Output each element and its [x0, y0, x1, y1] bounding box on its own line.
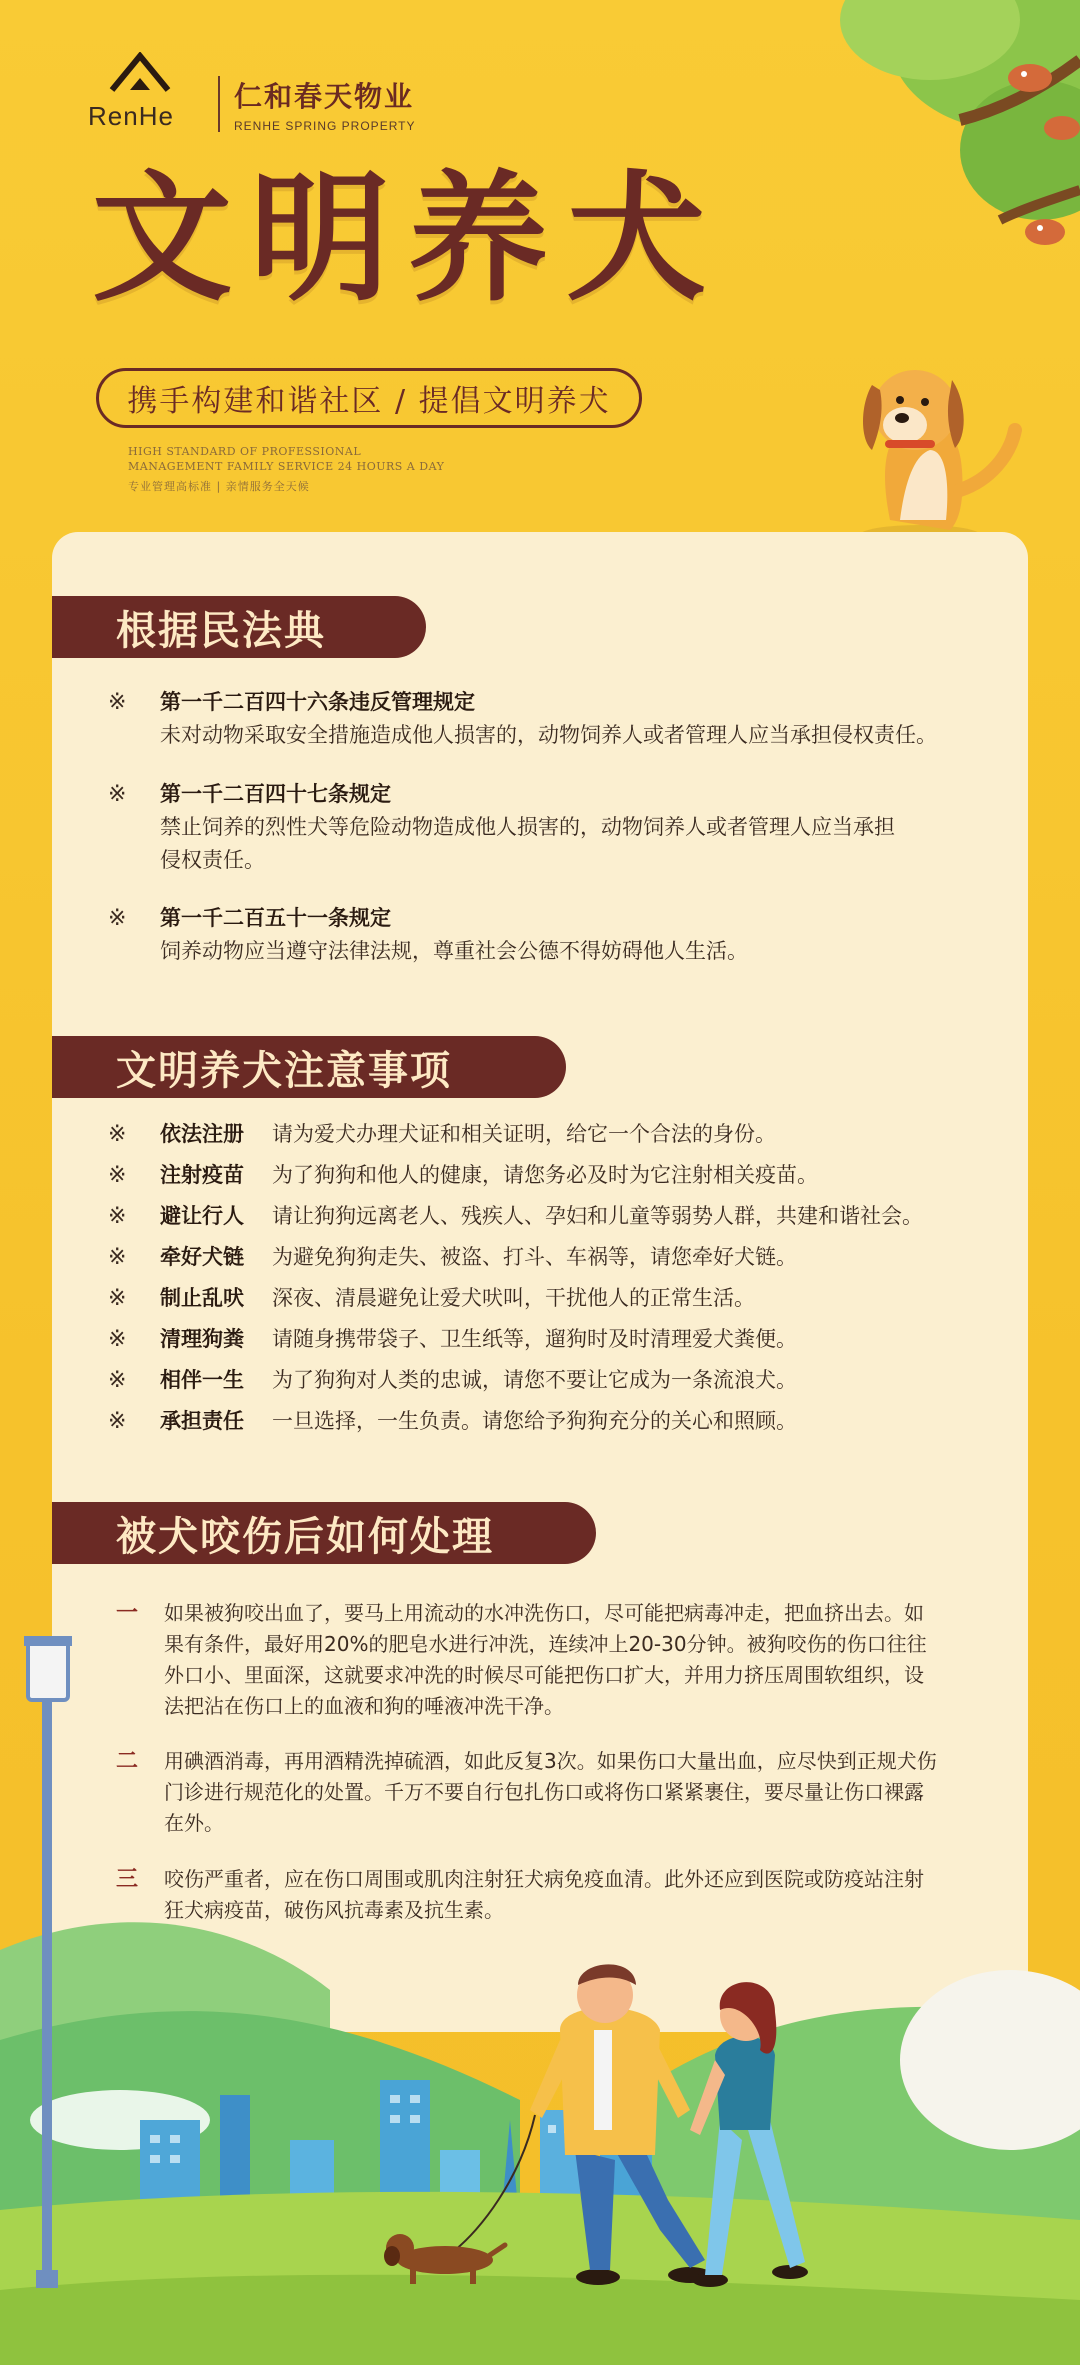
rule-row [108, 1118, 776, 1151]
rule-key: 依法注册 [160, 1122, 244, 1146]
treatment-step [116, 1598, 1024, 1722]
bullet-mark: ※ [108, 1245, 127, 1270]
step-text: 咬伤严重者，应在伤口周围或肌肉注射狂犬病免疫血清。此外还应到医院或防疫站注射 [164, 1867, 924, 1891]
rule-text: 请随身携带袋子、卫生纸等，遛狗时及时清理爱犬粪便。 [272, 1327, 797, 1351]
section-heading-dog-rules: 文明养犬注意事项 [52, 1036, 566, 1098]
bullet-mark: ※ [108, 1122, 127, 1147]
rule-row [108, 1159, 818, 1192]
rule-row [108, 1323, 797, 1356]
content-card [52, 532, 1028, 2032]
rule-text: 深夜、清晨避免让爱犬吠叫，干扰他人的正常生活。 [272, 1286, 755, 1310]
item-title: 第一千二百五十一条规定 [160, 906, 391, 930]
english-tagline-line-2: MANAGEMENT FAMILY SERVICE 24 HOURS A DAY [128, 460, 445, 473]
rule-text: 请为爱犬办理犬证和相关证明，给它一个合法的身份。 [272, 1122, 776, 1146]
rule-text: 为避免狗狗走失、被盗、打斗、车祸等，请您牵好犬链。 [272, 1245, 797, 1269]
item-title: 第一千二百四十六条违反管理规定 [160, 690, 475, 714]
rule-key: 相伴一生 [160, 1368, 244, 1392]
item-text: 饲养动物应当遵守法律法规，尊重社会公德不得妨碍他人生活。 [160, 939, 748, 963]
bullet-mark: ※ [108, 1327, 127, 1352]
bullet-mark: ※ [108, 782, 127, 807]
rule-row [108, 1282, 755, 1315]
item-text: 未对动物采取安全措施造成他人损害的，动物饲养人或者管理人应当承担侵权责任。 [160, 723, 937, 747]
bullet-mark: ※ [108, 1286, 127, 1311]
bullet-mark: ※ [108, 1204, 127, 1229]
slogan-pill: 携手构建和谐社区 / 提倡文明养犬 [96, 368, 642, 428]
rule-key: 避让行人 [160, 1204, 244, 1228]
treatment-step [116, 1864, 1024, 1926]
step-text: 法把沾在伤口上的血液和狗的唾液冲洗干净。 [164, 1694, 564, 1718]
bullet-mark: ※ [108, 906, 127, 931]
logo-mark [88, 52, 198, 132]
rule-text: 请让狗狗远离老人、残疾人、孕妇和儿童等弱势人群，共建和谐社会。 [272, 1204, 923, 1228]
list-item [108, 778, 1040, 877]
rule-row [108, 1364, 797, 1397]
item-text: 禁止饲养的烈性犬等危险动物造成他人损害的，动物饲养人或者管理人应当承担 [160, 815, 895, 839]
roof-icon [108, 52, 172, 92]
english-tagline [128, 444, 444, 474]
step-text: 门诊进行规范化的处置。千万不要自行包扎伤口或将伤口紧紧裹住，要尽量让伤口裸露 [164, 1780, 924, 1804]
section-heading-civil-code: 根据民法典 [52, 596, 426, 658]
bullet-mark: ※ [108, 1163, 127, 1188]
brand-logo [88, 52, 415, 132]
rule-key: 注射疫苗 [160, 1163, 244, 1187]
logo-english-name: RENHE SPRING PROPERTY [234, 119, 416, 133]
item-title: 第一千二百四十七条规定 [160, 782, 391, 806]
list-item [108, 686, 1040, 752]
logo-text [218, 76, 415, 132]
english-tagline-line-1: HIGH STANDARD OF PROFESSIONAL [128, 445, 362, 458]
logo-word: RenHe [88, 101, 174, 131]
rule-text: 一旦选择，一生负责。请您给予狗狗充分的关心和照顾。 [272, 1409, 797, 1433]
step-text: 果有条件，最好用20%的肥皂水进行冲洗，连续冲上20-30分钟。被狗咬伤的伤口往往 [164, 1632, 927, 1656]
bullet-mark: ※ [108, 690, 127, 715]
rule-text: 为了狗狗和他人的健康，请您务必及时为它注射相关疫苗。 [272, 1163, 818, 1187]
rule-text: 为了狗狗对人类的忠诚，请您不要让它成为一条流浪犬。 [272, 1368, 797, 1392]
rule-row [108, 1200, 923, 1233]
item-text: 侵权责任。 [160, 848, 265, 872]
step-text: 在外。 [164, 1811, 224, 1835]
bullet-mark: ※ [108, 1368, 127, 1393]
step-text: 外口小、里面深，这就要求冲洗的时候尽可能把伤口扩大，并用力挤压周围软组织，设 [164, 1663, 924, 1687]
step-text: 如果被狗咬出血了，要马上用流动的水冲洗伤口，尽可能把病毒冲走，把血挤出去。如 [164, 1601, 924, 1625]
page-title: 文明养犬 [92, 158, 725, 321]
step-number: 三 [116, 1867, 139, 1892]
logo-chinese-name: 仁和春天物业 [234, 80, 415, 113]
chinese-tagline: 专业管理高标准 | 亲情服务全天候 [128, 480, 310, 493]
treatment-step [116, 1746, 1024, 1839]
step-text: 用碘酒消毒，再用酒精洗掉硫酒，如此反复3次。如果伤口大量出血，应尽快到正规犬伤 [164, 1749, 937, 1773]
rule-key: 牵好犬链 [160, 1245, 244, 1269]
step-number: 二 [116, 1749, 139, 1774]
rule-key: 制止乱吠 [160, 1286, 244, 1310]
bullet-mark: ※ [108, 1409, 127, 1434]
list-item [108, 902, 1040, 968]
rule-key: 清理狗粪 [160, 1327, 244, 1351]
rule-row [108, 1241, 797, 1274]
step-text: 狂犬病疫苗，破伤风抗毒素及抗生素。 [164, 1898, 504, 1922]
rule-row [108, 1405, 797, 1438]
step-number: 一 [116, 1601, 139, 1626]
section-heading-bite-treatment: 被犬咬伤后如何处理 [52, 1502, 596, 1564]
rule-key: 承担责任 [160, 1409, 244, 1433]
